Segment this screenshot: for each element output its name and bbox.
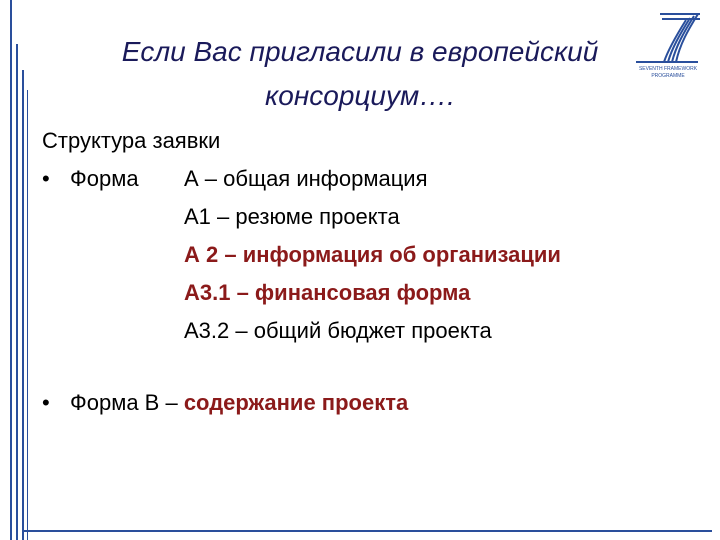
logo-text-1: SEVENTH FRAMEWORK: [638, 66, 698, 72]
bullet-symbol: •: [42, 166, 50, 191]
logo-text-2: PROGRAMME: [651, 73, 685, 79]
decor-rule-2: [16, 44, 18, 540]
form-a-item: А3.2 – общий бюджет проекта: [184, 318, 492, 343]
slide-title-line-1: Если Вас пригласили в европейский: [121, 36, 599, 67]
form-b-highlight: содержание проекта: [183, 390, 409, 415]
decor-rule-1: [10, 0, 12, 540]
form-a-item: А3.1 – финансовая форма: [184, 280, 471, 305]
form-a-item: А – общая информация: [184, 166, 428, 191]
slide-title-line-2: консорциум….: [265, 80, 455, 111]
form-a-label: Форма: [70, 166, 139, 191]
form-b-prefix: Форма В –: [70, 390, 184, 415]
bullet-symbol: •: [42, 390, 50, 415]
fp7-logo-icon: [632, 10, 702, 80]
content-heading: Структура заявки: [42, 128, 221, 153]
decor-rule-4: [27, 90, 28, 540]
decor-rule-3: [22, 70, 24, 540]
decor-rule-bottom: [22, 530, 712, 532]
form-a-item: А 2 – информация об организации: [184, 242, 561, 267]
form-a-item: А1 – резюме проекта: [184, 204, 400, 229]
slide-title: [60, 30, 660, 118]
